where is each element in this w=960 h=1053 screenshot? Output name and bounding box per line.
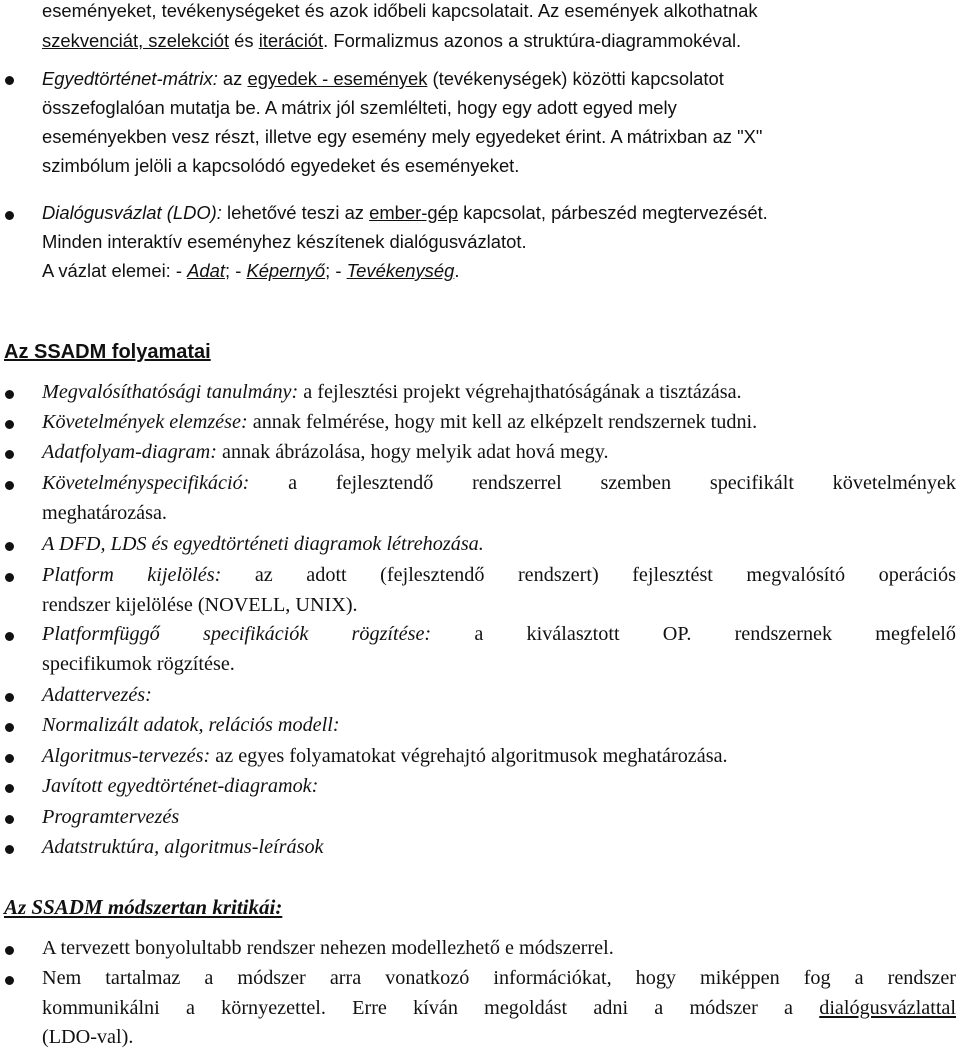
- list-item-line: [42, 503, 167, 523]
- list-item: [42, 204, 768, 222]
- section-heading: Az SSADM módszertan kritikái:: [4, 895, 283, 919]
- bullet-icon: [5, 754, 14, 763]
- text: Tevékenység: [346, 260, 455, 281]
- text: Követelmények elemzése:: [42, 411, 248, 433]
- text: Platform kijelölés:: [42, 564, 222, 586]
- text: .: [454, 260, 460, 281]
- text: Adattervezés:: [42, 684, 152, 706]
- text: ; -: [224, 260, 247, 281]
- text: Megvalósíthatósági tanulmány:: [42, 381, 299, 403]
- text: dialógusvázlattal: [819, 997, 956, 1019]
- text: kapcsolat, párbeszéd megtervezését.: [458, 202, 768, 223]
- text: Adat: [187, 260, 225, 281]
- text: Adatfolyam-diagram:: [42, 441, 217, 463]
- bullet-icon: [5, 420, 14, 429]
- list-item-line: [42, 1027, 133, 1047]
- bullet-icon: [5, 542, 14, 551]
- list-item: [42, 938, 614, 958]
- list-item-line: [42, 654, 235, 674]
- text: a fejlesztési projekt végrehajthatóságának a tisztázása.: [298, 381, 742, 403]
- text: az adott (fejlesztendő rendszert) fejlesztést megvalósító operációs: [221, 564, 956, 586]
- bullet-icon: [5, 76, 14, 85]
- list-item: [42, 382, 742, 402]
- paragraph-line: [42, 32, 741, 50]
- list-item: [42, 837, 324, 857]
- bullet-icon: [5, 723, 14, 732]
- text: Nem tartalmaz a módszer arra vonatkozó információkat, hogy miképpen fog a rendszer: [42, 967, 956, 989]
- paragraph-line: [42, 2, 758, 20]
- bullet-icon: [5, 845, 14, 854]
- text: annak ábrázolása, hogy melyik adat hová megy.: [216, 441, 609, 463]
- bullet-icon: [5, 946, 14, 955]
- text: Egyedtörténet-mátrix:: [42, 68, 218, 89]
- bullet-icon: [5, 211, 14, 220]
- text: iterációt: [258, 30, 324, 51]
- text: meghatározása.: [42, 502, 167, 524]
- section-heading: Az SSADM folyamatai: [4, 341, 211, 363]
- text: (LDO-val).: [42, 1026, 134, 1048]
- list-item-line: [42, 998, 956, 1018]
- text: Követelményspecifikáció:: [42, 472, 250, 494]
- text: eseményeket, tevékenységeket és azok időbeli kapcsolatait. Az események alkothatnak: [42, 0, 758, 21]
- bullet-icon: [5, 784, 14, 793]
- list-item-line: [42, 157, 519, 175]
- text: A DFD, LDS és egyedtörténeti diagramok létrehozása.: [42, 533, 484, 555]
- list-item: [42, 473, 956, 493]
- text: rendszer kijelölése (NOVELL, UNIX).: [42, 594, 358, 616]
- text: Képernyő: [246, 260, 326, 281]
- list-item-line: [42, 262, 459, 280]
- list-item-line: [42, 128, 762, 146]
- text: lehetővé teszi az: [221, 202, 370, 223]
- list-item: [42, 685, 152, 705]
- text: . Formalizmus azonos a struktúra-diagrammokéval.: [323, 30, 742, 51]
- list-item: [42, 534, 484, 554]
- text: (tevékenységek) közötti kapcsolatot: [427, 68, 724, 89]
- list-item: [42, 746, 728, 766]
- text: Platformfüggő specifikációk rögzítése:: [42, 623, 432, 645]
- text: A vázlat elemei: -: [42, 260, 188, 281]
- list-item-line: [42, 233, 527, 251]
- list-item: [42, 776, 318, 796]
- text: ; -: [325, 260, 347, 281]
- list-item: [42, 715, 340, 735]
- bullet-icon: [5, 481, 14, 490]
- text: a kiválasztott OP. rendszernek megfelelő: [431, 623, 956, 645]
- text: kommunikálni a környezettel. Erre kíván megoldást adni a módszer a: [42, 997, 820, 1019]
- bullet-icon: [5, 632, 14, 641]
- list-item-line: [42, 99, 677, 117]
- bullet-icon: [5, 976, 14, 985]
- list-item: [42, 412, 757, 432]
- text: egyedek - események: [247, 68, 428, 89]
- list-item: [42, 968, 956, 988]
- text: a fejlesztendő rendszerrel szemben specifikált követelmények: [249, 472, 956, 494]
- text: Javított egyedtörténet-diagramok:: [42, 775, 319, 797]
- text: szimbólum jelöli a kapcsolódó egyedeket és eseményeket.: [42, 155, 520, 176]
- text: szekvenciát, szelekciót: [42, 30, 230, 51]
- bullet-icon: [5, 450, 14, 459]
- text: és: [229, 30, 259, 51]
- list-item: [42, 442, 609, 462]
- text: Adatstruktúra, algoritmus-leírások: [42, 836, 324, 858]
- text: Minden interaktív eseményhez készítenek dialógusvázlatot.: [42, 231, 527, 252]
- list-item-line: [42, 595, 358, 615]
- list-item: [42, 70, 724, 88]
- bullet-icon: [5, 815, 14, 824]
- text: összefoglalóan mutatja be. A mátrix jól szemlélteti, hogy egy adott egyed mely: [42, 97, 677, 118]
- list-item: [42, 807, 179, 827]
- text: annak felmérése, hogy mit kell az elképzelt rendszernek tudni.: [247, 411, 758, 433]
- text: Normalizált adatok, relációs modell:: [42, 714, 340, 736]
- text: Algoritmus-tervezés:: [42, 745, 211, 767]
- text: Programtervezés: [42, 806, 180, 828]
- bullet-icon: [5, 573, 14, 582]
- bullet-icon: [5, 693, 14, 702]
- text: az egyes folyamatokat végrehajtó algoritmusok meghatározása.: [210, 745, 728, 767]
- text: specifikumok rögzítése.: [42, 653, 235, 675]
- text: az: [217, 68, 248, 89]
- list-item: [42, 624, 956, 644]
- list-item: [42, 565, 956, 585]
- text: eseményekben vesz részt, illetve egy esemény mely egyedeket érint. A mátrixban az "X": [42, 126, 763, 147]
- text: ember-gép: [369, 202, 459, 223]
- text: Dialógusvázlat (LDO):: [42, 202, 222, 223]
- bullet-icon: [5, 390, 14, 399]
- text: A tervezett bonyolultabb rendszer nehezen modellezhető e módszerrel.: [42, 937, 614, 959]
